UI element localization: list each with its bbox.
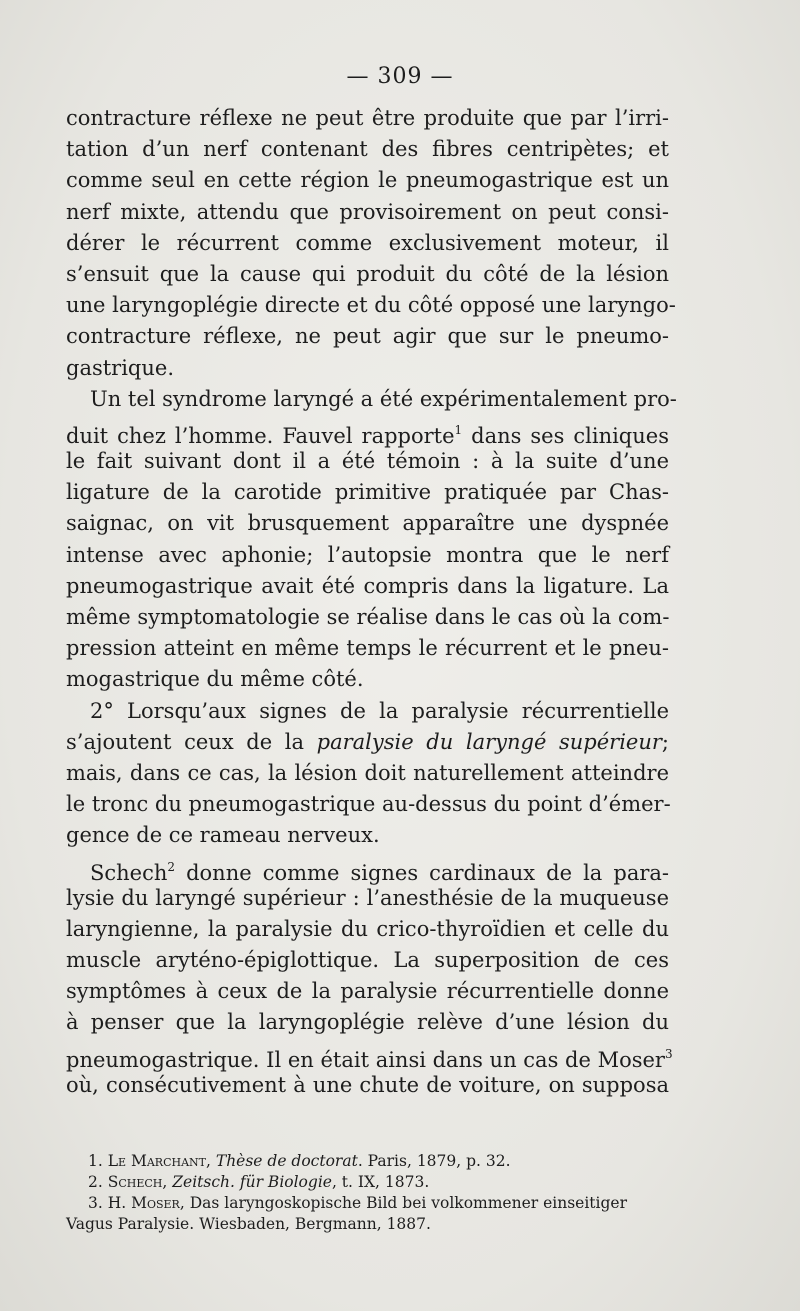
text-line: intense avec aphonie; l’autopsie montra que le nerf	[66, 542, 669, 567]
footnote-2: 2. Schech, Zeitsch. für Biologie, t. IX, 1873.	[88, 1173, 430, 1191]
footnote-author: Le Marchant	[107, 1152, 206, 1170]
footnote-ref: 2	[167, 859, 176, 874]
footnotes	[66, 1151, 669, 1235]
footnote-author: Schech	[107, 1173, 163, 1191]
text-line: ligature de la carotide primitive pratiquée par Chas-	[66, 480, 669, 505]
text-line: Un tel syndrome laryngé a été expérimentalement pro-	[90, 386, 677, 411]
text-line: s’ensuit que la cause qui produit du côté de la lésion	[66, 261, 669, 286]
text-line: laryngienne, la paralysie du crico-thyroïdien et celle du	[66, 916, 669, 941]
text-line	[66, 415, 669, 446]
text-line: symptômes à ceux de la paralysie récurrentielle donne	[66, 979, 669, 1004]
footnote-number: 2.	[88, 1173, 103, 1191]
italic-phrase: paralysie du laryngé supérieur	[316, 729, 662, 754]
footnote-number: 1.	[88, 1152, 103, 1170]
footnote-rest: . Paris, 1879, p. 32.	[357, 1152, 511, 1170]
text-line: gastrique.	[66, 355, 175, 380]
text-line: dérer le récurrent comme exclusivement moteur, il	[66, 230, 669, 255]
footnote-rest: , t. IX, 1873.	[331, 1173, 430, 1191]
text-line: même symptomatologie se réalise dans le cas où la com-	[66, 605, 670, 629]
text-segment: dans ses cliniques	[462, 423, 669, 448]
text-segment: s’ajoutent ceux de la	[66, 729, 317, 754]
text-line: le tronc du pneumogastrique au-dessus du point d’émer-	[66, 792, 671, 817]
text-line: nerf mixte, attendu que provisoirement on peut consi-	[66, 199, 669, 224]
text-line: comme seul en cette région le pneumogastrique est un	[66, 168, 669, 193]
text-line: gence de ce rameau nerveux.	[66, 823, 380, 848]
footnote-3	[66, 1193, 669, 1214]
text-line: mogastrique du même côté.	[66, 667, 364, 692]
text-segment: donne comme signes cardinaux de la para-	[175, 860, 669, 885]
text-line	[66, 727, 669, 758]
text-line: où, consécutivement à une chute de voiture, on supposa	[66, 1072, 669, 1097]
text-line: mais, dans ce cas, la lésion doit naturellement atteindre	[66, 760, 669, 785]
text-segment: ;	[661, 729, 669, 754]
text-line: le fait suivant dont il a été témoin : à la suite d’une	[66, 449, 669, 474]
text-line: saignac, on vit brusquement apparaître une dyspnée	[66, 511, 669, 536]
footnote-rest: , Das laryngoskopische Bild bei volkommener einseitiger	[179, 1194, 627, 1212]
text-line: pneumogastrique avait été compris dans la ligature. La	[66, 573, 669, 598]
text-segment: duit chez l’homme. Fauvel rapporte	[66, 423, 455, 448]
footnote-title: Zeitsch. für Biologie	[172, 1173, 332, 1191]
footnote-3-continuation: Vagus Paralysie. Wiesbaden, Bergmann, 1887.	[66, 1215, 431, 1233]
text-line	[66, 852, 669, 883]
text-segment: pneumogastrique. Il en était ainsi dans un cas de Moser	[66, 1047, 665, 1072]
text-line: une laryngoplégie directe et du côté opposé une laryngo-	[66, 293, 676, 318]
text-line: muscle aryténo-épiglottique. La superposition de ces	[66, 948, 669, 973]
footnote-ref: 1	[454, 422, 463, 437]
text-line	[66, 1039, 673, 1072]
text-line: contracture réflexe ne peut être produite que par l’irri-	[66, 106, 669, 130]
text-line: pression atteint en même temps le récurrent et le pneu-	[66, 636, 669, 661]
text-segment: Schech	[90, 860, 168, 885]
footnote-title: Thèse de doctorat	[215, 1152, 358, 1170]
text-line: contracture réflexe, ne peut agir que sur le pneumo-	[66, 324, 669, 349]
body-text	[66, 103, 677, 1101]
text-line: 2° Lorsqu’aux signes de la paralysie récurrentielle	[90, 698, 669, 723]
page-number: — 309 —	[346, 64, 454, 89]
footnote-1: 1. Le Marchant, Thèse de doctorat. Paris, 1879, p. 32.	[88, 1152, 511, 1170]
text-line: à penser que la laryngoplégie relève d’une lésion du	[66, 1010, 669, 1035]
footnote-ref: 3	[664, 1046, 673, 1061]
footnote-number: 3.	[88, 1194, 103, 1212]
footnote-author: H. Moser	[107, 1194, 180, 1212]
text-line: lysie du laryngé supérieur : l’anesthésie de la muqueuse	[66, 885, 669, 910]
text-line: tation d’un nerf contenant des fibres centripètes; et	[66, 137, 669, 162]
